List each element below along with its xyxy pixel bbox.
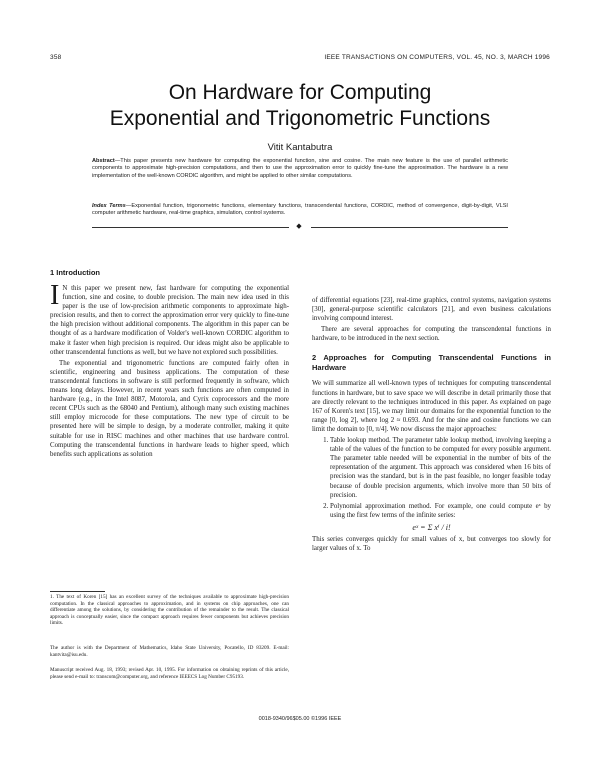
page-number: 358 — [50, 54, 62, 61]
divider-diamond: ◆ — [296, 222, 302, 230]
section-1-heading: 1 Introduction — [50, 268, 100, 277]
right-intro-paragraph-2: There are several approaches for computing the transcendental functions in hardware, to be introduced in the next section. — [312, 326, 551, 343]
index-terms — [92, 203, 508, 218]
approach-list — [312, 436, 551, 520]
footnote-1: 1. The text of Koren [15] has an excellent survey of the techniques available to approximate high-precision computation. In the classical approaches to approximation, and in systems on chip approaches, one can differentiate among the solutions, by considering the contribution of the remainder to the result. The classical approach is conceptually easier, since the compact approach requires fewer components but achieves precision limits. — [50, 594, 289, 627]
list-item: 2. Polynomial approximation method. For example, one could compute eˣ by using the first few terms of the infinite series: — [330, 502, 551, 520]
section-2-heading: 2 Approaches for Computing Transcendental Functions in Hardware — [312, 353, 551, 373]
index-terms-label: Index Terms — [92, 203, 126, 209]
section-divider — [92, 222, 508, 230]
footnote-rule — [50, 591, 105, 592]
index-terms-text: —Exponential function, trigonometric functions, elementary functions, transcendental functions, CORDIC, method of convergence, digit-by-digit, VLSI computer arithmetic hardware, real-time graphics, simulation, control systems. — [92, 203, 508, 217]
right-column — [312, 296, 551, 555]
paper-title — [40, 80, 560, 132]
divider-line-right — [311, 227, 508, 228]
series-equation: eˣ = Σ xⁱ / i! — [412, 522, 451, 532]
section-2-paragraph: We will summarize all well-known types of techniques for computing transcendental functions in hardware, but to save space we will describe in detail primarily those that are directly relevant to the techniques introduced in this paper. As explained on page 167 of Koren's text [15], we may limit our domains for the exponential function to the range [0, log 2], where log 2 ≈ 0.693. And for the sine and cosine functions we can limit the domain to [0, π/4]. We now discuss the major approaches: — [312, 380, 551, 433]
abstract-text: —This paper presents new hardware for computing the exponential function, sine and cosine. The main new feature is the use of parallel arithmetic components to approximate high-precision computations, and then to use the approximation error to quickly fine-tune the approximation. The hardware is a new implementation of the well-known CORDIC algorithm, and might be applied to other similar computations. — [92, 158, 508, 179]
title-line-1: On Hardware for Computing — [168, 81, 432, 104]
divider-line-left — [92, 227, 289, 228]
author: Vitit Kantabutra — [267, 142, 333, 153]
journal-name: IEEE TRANSACTIONS ON COMPUTERS, VOL. 45, NO. 3, MARCH 1996 — [324, 54, 550, 61]
drop-cap: I — [50, 280, 60, 311]
intro-paragraph-1-text: N this paper we present new, fast hardware for computing the exponential function, sine and cosine, to double precision. The main new idea used in this paper is the use of low-precision arithmetic components to approximate high-precision results, and then to correct the approximation error very quickly to fine-tune the high precision without additional components. The algorithm in this paper can be thought of as a hardware modification of Volder's well-known CORDIC algorithm to make it faster when high precision is required. Our ideas might also be applicable to other transcendental functions as well, but we have not explored such possibilities. — [50, 285, 289, 356]
copyright-footer: 0018-9340/96$05.00 ©1996 IEEE — [258, 716, 342, 722]
abstract-label: Abstract — [92, 158, 115, 164]
manuscript-note: Manuscript received Aug. 18, 1993; revised Apr. 10, 1995. For information on obtaining reprints of this article, please send e-mail to: transcom@computer.org, and reference IEEECS Log Number C95193. — [50, 667, 289, 680]
list-item: 1. Table lookup method. The parameter table lookup method, involving keeping a table of the values of the function to be computed for every possible argument. The parameter table needed will be exponential in the number of bits of the representation of the argument. This approach was considered when 16 bits of precision was the standard, but is in the past feasible, no longer feasible today because of double precision arguments, which involve more than 50 bits of precision. — [330, 436, 551, 500]
abstract — [92, 158, 508, 180]
intro-paragraph-2: The exponential and trigonometric functions are computed fairly often in scientific, engineering and business applications. The computation of these transcendental functions in software is still performed frequently in software, which means long delays. However, in recent years such functions are often computed in hardware (e.g., in the Intel 8087, Motorola, and Cyrix coprocessors and the more recent CPUs such as the 68040 and Pentium), although many such existing machines still employ microcode for these computations. The new type of circuit to be presented here will be simple to design, by a moderate controller, making it quite suitable for use in RISC machines and other machines that use hardware control. Computing the transcendental functions in hardware leads to higher speed, which benefits such applications as solution — [50, 359, 289, 458]
right-intro-paragraph: of differential equations [23], real-time graphics, control systems, navigation systems [30], general-purpose scientific calculators [21], and even business calculations involving compound interest. — [312, 297, 551, 323]
intro-paragraph-1 — [50, 280, 289, 357]
author-affiliation: The author is with the Department of Mathematics, Idaho State University, Pocatello, ID 83209. E-mail: kantvita@isu.edu. — [50, 645, 289, 658]
running-header — [50, 54, 550, 64]
after-equation-text: This series converges quickly for small values of x, but converges too slowly for larger values of x. To — [312, 535, 551, 553]
left-column — [50, 268, 289, 461]
title-line-2: Exponential and Trigonometric Functions — [109, 107, 491, 130]
